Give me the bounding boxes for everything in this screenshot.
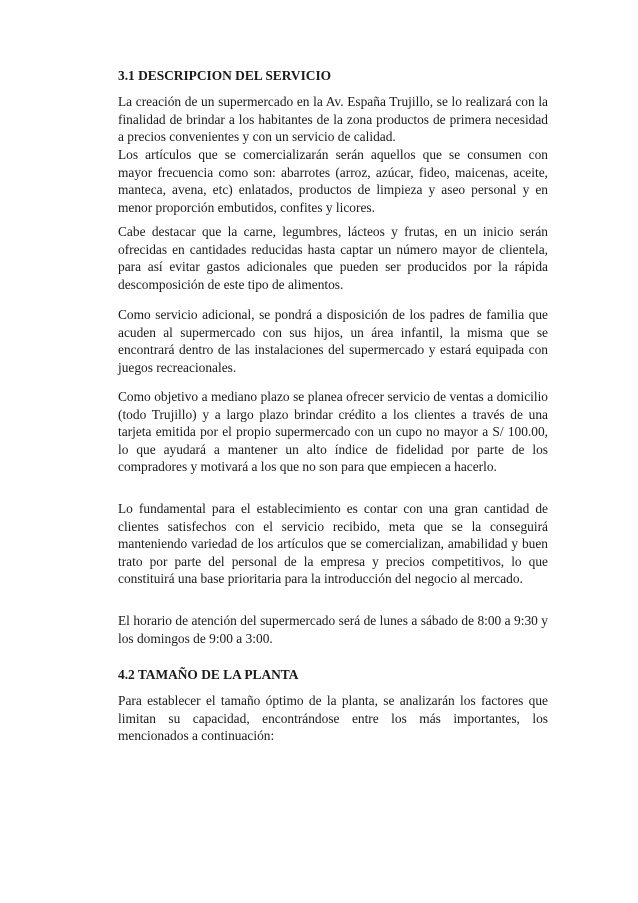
paragraph-carne: Cabe destacar que la carne, legumbres, lácteos y frutas, en un inicio serán ofrecidas en cantidades reducidas hasta captar un número mayor de clientela, para así evitar gastos adicionales que pueden ser producidos por la rápida descomposición de este tipo de alimentos. bbox=[118, 224, 548, 292]
section-heading-descripcion: 3.1 DESCRIPCION DEL SERVICIO bbox=[118, 68, 332, 83]
section-heading-tamano: 4.2 TAMAÑO DE LA PLANTA bbox=[118, 667, 299, 682]
paragraph-horario: El horario de atención del supermercado será de lunes a sábado de 8:00 a 9:30 y los domingos de 9:00 a 3:00. bbox=[118, 613, 548, 646]
paragraph-servicio-adicional: Como servicio adicional, se pondrá a disposición de los padres de familia que acuden al supermercado con sus hijos, un área infantil, la misma que se encontrará dentro de las instalaciones del supermercado y estará equipada con juegos recreacionales. bbox=[118, 307, 548, 375]
paragraph-articulos: Los artículos que se comercializarán serán aquellos que se consumen con mayor frecuencia como son: abarrotes (arroz, azúcar, fideo, maicenas, aceite, manteca, avena, etc) enlatados, productos de limpieza y aseo personal y en menor proporción embutidos, confites y licores. bbox=[118, 147, 548, 215]
paragraph-tamano: Para establecer el tamaño óptimo de la planta, se analizarán los factores que limitan su capacidad, encontrándose entre los más importantes, los mencionados a continuación: bbox=[118, 693, 548, 743]
paragraph-creacion: La creación de un supermercado en la Av. España Trujillo, se lo realizará con la finalidad de brindar a los habitantes de la zona productos de primera necesidad a precios convenientes y con un servicio de calidad. bbox=[118, 94, 548, 144]
paragraph-fundamental: Lo fundamental para el establecimiento es contar con una gran cantidad de clientes satisfechos con el servicio recibido, meta que se la conseguirá manteniendo variedad de los artículos que se comercializan, amabilidad y buen trato por parte del personal de la empresa y precios competitivos, lo que constituirá una base prioritaria para la introducción del negocio al mercado. bbox=[118, 501, 548, 586]
paragraph-objetivo: Como objetivo a mediano plazo se planea ofrecer servicio de ventas a domicilio (todo Trujillo) y a largo plazo brindar crédito a los clientes a través de una tarjeta emitida por el propio supermercado con un cupo no mayor a S/ 100.00, lo que ayudará a mantener un alto índice de fidelidad por parte de los compradores y motivará a los que no son para que empiecen a hacerlo. bbox=[118, 389, 548, 474]
